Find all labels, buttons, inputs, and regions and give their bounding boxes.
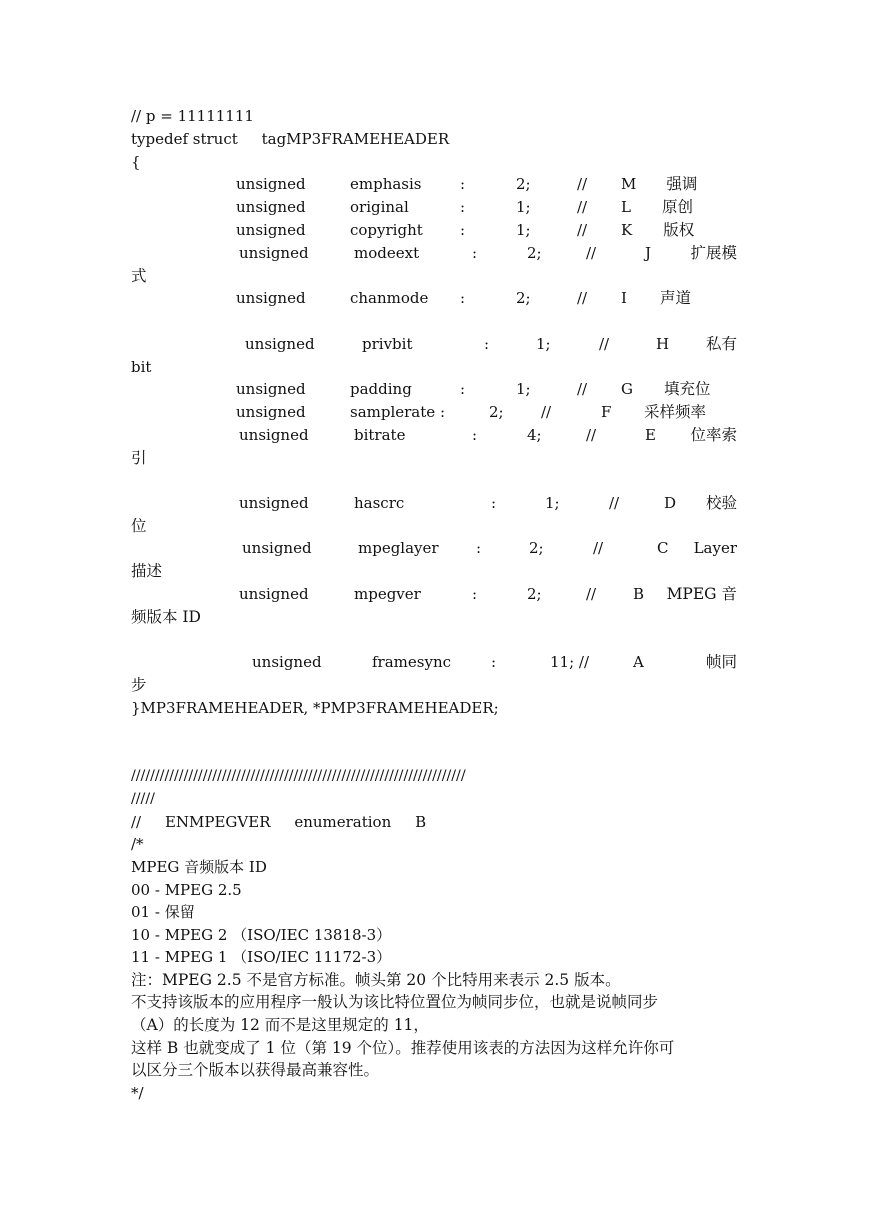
field-wrap-mpeglayer: 描述	[131, 562, 163, 580]
field-wrap-bitrate: 引	[131, 449, 147, 467]
field-letter-desc: D 校验	[664, 494, 737, 512]
field-bits: 1;	[545, 494, 560, 512]
field-type: unsigned	[239, 494, 309, 512]
field-comment: //	[577, 221, 588, 239]
field-letter-desc: L 原创	[621, 198, 693, 216]
field-comment: //	[577, 380, 588, 398]
field-colon: :	[472, 244, 478, 262]
open-brace: {	[131, 153, 141, 171]
field-colon: :	[484, 335, 490, 353]
field-name: privbit	[362, 335, 413, 353]
field-row-framesync	[131, 651, 737, 673]
field-row-emphasis	[131, 173, 737, 195]
field-bits: 1;	[516, 221, 531, 239]
version-10: 10 - MPEG 2 （ISO/IEC 13818-3）	[131, 926, 392, 944]
field-row-hascrc	[131, 492, 737, 514]
field-comment: //	[599, 335, 610, 353]
field-letter-desc: C Layer	[657, 539, 737, 557]
paragraph-line-1: 不支持该版本的应用程序一般认为该比特位置位为帧同步位，也就是说帧同步	[131, 993, 659, 1011]
field-row-copyright	[131, 219, 737, 241]
field-type: unsigned	[236, 403, 306, 421]
field-colon: :	[491, 653, 497, 671]
field-letter: F	[601, 403, 612, 421]
enum-comment: // ENMPEGVER enumeration B	[131, 813, 427, 831]
field-comment: //	[593, 539, 604, 557]
field-letter-desc: E 位率索	[645, 426, 737, 444]
version-00: 00 - MPEG 2.5	[131, 881, 242, 899]
field-bits: 4;	[527, 426, 542, 444]
field-colon: :	[460, 175, 466, 193]
field-name: original	[350, 198, 409, 216]
block-comment-end: */	[131, 1084, 144, 1102]
field-row-privbit	[131, 333, 737, 355]
field-name: samplerate :	[350, 403, 446, 421]
field-bits: 2;	[529, 539, 544, 557]
field-row-modeext	[131, 242, 737, 264]
field-bits: 1;	[516, 380, 531, 398]
paragraph-line-4: 以区分三个版本以获得最高兼容性。	[131, 1061, 380, 1079]
field-name: hascrc	[354, 494, 405, 512]
field-name: emphasis	[350, 175, 422, 193]
field-colon: :	[472, 585, 478, 603]
field-letter-desc: J 扩展模	[645, 244, 737, 262]
field-colon: :	[460, 221, 466, 239]
block-comment-start: /*	[131, 835, 144, 853]
field-type: unsigned	[236, 380, 306, 398]
field-bits: 2;	[489, 403, 504, 421]
field-colon: :	[460, 198, 466, 216]
field-bits: 2;	[516, 289, 531, 307]
field-comment: //	[577, 198, 588, 216]
field-row-padding	[131, 378, 737, 400]
paragraph-line-3: 这样 B 也就变成了 1 位（第 19 个位）。推荐使用该表的方法因为这样允许你可	[131, 1039, 675, 1057]
separator-wrap: /////	[131, 791, 155, 807]
field-type: unsigned	[236, 221, 306, 239]
field-type: unsigned	[236, 175, 306, 193]
separator-line: //////////////////////////////////////////////////////////////////////	[131, 768, 466, 784]
field-colon: :	[491, 494, 497, 512]
field-comment: //	[586, 426, 597, 444]
field-comment: //	[577, 289, 588, 307]
code-comment: // p = 11111111	[131, 107, 254, 125]
field-colon: :	[476, 539, 482, 557]
field-name: chanmode	[350, 289, 429, 307]
field-wrap-framesync: 步	[131, 676, 147, 694]
field-comment: //	[609, 494, 620, 512]
field-letter-desc: B MPEG 音	[633, 585, 737, 603]
field-type: unsigned	[239, 426, 309, 444]
field-colon: :	[460, 380, 466, 398]
field-bits: 1;	[516, 198, 531, 216]
field-row-chanmode	[131, 287, 737, 309]
field-letter-desc: K 版权	[621, 221, 695, 239]
field-name: bitrate	[354, 426, 406, 444]
field-comment: //	[586, 585, 597, 603]
field-letter-desc: H 私有	[656, 335, 737, 353]
field-type: unsigned	[236, 289, 306, 307]
field-letter-desc: I 声道	[621, 289, 691, 307]
field-colon: :	[460, 289, 466, 307]
field-row-bitrate	[131, 424, 737, 446]
field-colon: :	[472, 426, 478, 444]
typedef-line: typedef struct tagMP3FRAMEHEADER	[131, 130, 450, 148]
field-name: framesync	[372, 653, 451, 671]
field-desc: 采样频率	[644, 403, 707, 421]
field-comment: //	[577, 175, 588, 193]
field-letter-desc: G 填充位	[621, 380, 711, 398]
field-bits: 2;	[527, 585, 542, 603]
version-11: 11 - MPEG 1 （ISO/IEC 11172-3）	[131, 948, 392, 966]
field-bits: 2;	[527, 244, 542, 262]
field-comment: //	[586, 244, 597, 262]
field-row-samplerate	[131, 401, 737, 423]
comment-heading: MPEG 音频版本 ID	[131, 858, 267, 876]
field-name: mpegver	[354, 585, 421, 603]
field-bits: 1;	[536, 335, 551, 353]
field-row-mpeglayer	[131, 537, 737, 559]
field-letter-desc: M 强调	[621, 175, 698, 193]
field-wrap-mpegver: 频版本 ID	[131, 608, 201, 626]
field-name: copyright	[350, 221, 423, 239]
field-row-mpegver	[131, 583, 737, 605]
field-name: modeext	[354, 244, 420, 262]
paragraph-line-2: （A）的长度为 12 而不是这里规定的 11，	[131, 1016, 429, 1034]
field-type: unsigned	[239, 585, 309, 603]
note-line: 注：MPEG 2.5 不是官方标准。帧头第 20 个比特用来表示 2.5 版本。	[131, 971, 621, 989]
field-wrap-privbit: bit	[131, 358, 152, 376]
field-name: mpeglayer	[358, 539, 439, 557]
field-type: unsigned	[236, 198, 306, 216]
field-letter-desc: A 帧同	[633, 653, 737, 671]
field-type: unsigned	[245, 335, 315, 353]
version-01: 01 - 保留	[131, 903, 195, 921]
field-wrap-hascrc: 位	[131, 517, 147, 535]
field-wrap-modeext: 式	[131, 267, 147, 285]
field-type: unsigned	[239, 244, 309, 262]
close-brace-line: }MP3FRAMEHEADER, *PMP3FRAMEHEADER;	[131, 699, 499, 717]
field-name: padding	[350, 380, 412, 398]
field-row-original	[131, 196, 737, 218]
field-type: unsigned	[242, 539, 312, 557]
field-bits: 2;	[516, 175, 531, 193]
field-type: unsigned	[252, 653, 322, 671]
field-bits: 11; //	[550, 653, 590, 671]
field-comment: //	[541, 403, 552, 421]
